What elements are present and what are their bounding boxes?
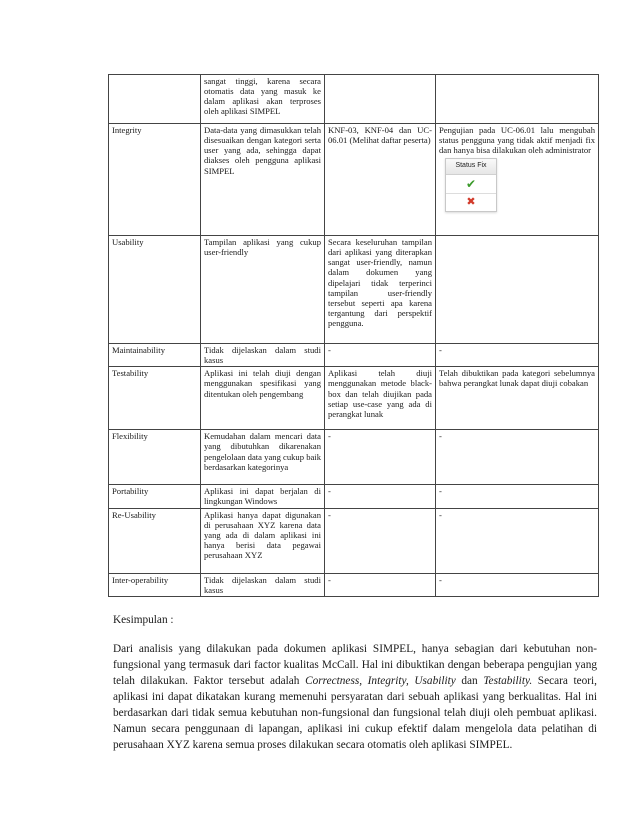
attr-cell: Maintainability: [109, 344, 201, 367]
evidence-cell: -: [436, 485, 599, 508]
conclusion-section: [113, 612, 597, 753]
table-row: [109, 124, 599, 236]
finding-cell: -: [325, 485, 436, 508]
table-row: [109, 75, 599, 124]
conclusion-title: Kesimpulan :: [113, 614, 174, 626]
finding-cell: -: [325, 430, 436, 485]
finding-cell: -: [325, 344, 436, 367]
definition-cell: Data-data yang dimasukkan telah disesuaikan dengan kategori serta user yang ada, sehingga dapat diakses oleh pengguna aplikasi SIMPEL: [201, 124, 325, 236]
conclusion-factor-last: Testability.: [483, 675, 533, 688]
table-row: [109, 485, 599, 508]
conclusion-text: Dari analisis yang dilakukan pada dokumen aplikasi SIMPEL, hanya sebagian dari kebutuhan non-fungsional yang termasuk dari factor kualitas McCall. Hal ini dibuktikan dengan beberapa pengujian yang telah dilakukan. Faktor tersebut adalah: [113, 643, 597, 688]
attr-cell: [109, 75, 201, 124]
table-row: [109, 508, 599, 573]
conclusion-factors: Correctness, Integrity, Usability: [305, 675, 456, 688]
attr-cell: Portability: [109, 485, 201, 508]
table-row: [109, 430, 599, 485]
evidence-cell: -: [436, 508, 599, 573]
status-fix-header: Status Fix: [446, 159, 496, 174]
quality-factor-table: [108, 74, 599, 597]
evidence-cell: [436, 236, 599, 344]
evidence-cell: [436, 75, 599, 124]
finding-cell: [325, 75, 436, 124]
definition-cell: Kemudahan dalam mencari data yang dibutuhkan dikarenakan pengelolaan data yang cukup baik berdasarkan kategorinya: [201, 430, 325, 485]
attr-cell: Inter-operability: [109, 573, 201, 596]
cross-icon: ✖: [446, 194, 496, 211]
finding-cell: -: [325, 573, 436, 596]
conclusion-and: dan: [455, 675, 484, 688]
attr-cell: Testability: [109, 367, 201, 430]
conclusion-paragraph: [113, 641, 597, 753]
definition-cell: Aplikasi ini telah diuji dengan menggunakan spesifikasi yang ditentukan oleh pengembang: [201, 367, 325, 430]
evidence-cell: -: [436, 573, 599, 596]
definition-cell: Aplikasi ini dapat berjalan di lingkungan Windows: [201, 485, 325, 508]
evidence-text: Pengujian pada UC-06.01 lalu mengubah status pengguna yang tidak aktif menjadi fix dan hanya bisa dilakukan oleh administrator: [439, 125, 595, 156]
definition-cell: sangat tinggi, karena secara otomatis data yang masuk ke dalam aplikasi akan terproses oleh aplikasi SIMPEL: [201, 75, 325, 124]
evidence-cell: [436, 124, 599, 236]
table-row: [109, 344, 599, 367]
definition-cell: Tidak dijelaskan dalam studi kasus: [201, 344, 325, 367]
evidence-cell: -: [436, 430, 599, 485]
table-row: [109, 367, 599, 430]
evidence-cell: -: [436, 344, 599, 367]
attr-cell: Integrity: [109, 124, 201, 236]
check-icon: ✔: [446, 175, 496, 194]
definition-cell: Tampilan aplikasi yang cukup user-friendly: [201, 236, 325, 344]
finding-cell: KNF-03, KNF-04 dan UC-06.01 (Melihat daftar peserta): [325, 124, 436, 236]
table-row: [109, 236, 599, 344]
conclusion-text-rest: Secara teori, aplikasi ini dapat dikatakan kurang memenuhi persyaratan dari sebuah aplikasi yang berkualitas. Hal ini berdasarkan dari tidak semua kebutuhan non-fungsional dan fungsional telah diuji oleh pembuat aplikasi. Namun secara penggunaan di lapangan, aplikasi ini cukup efektif dalam mengelola data pelatihan di perusahaan XYZ karena semua proses dilakukan secara otomatis oleh aplikasi SIMPEL.: [113, 675, 598, 752]
finding-cell: Aplikasi telah diuji menggunakan metode black-box dan telah diujikan pada setiap use-case yang ada di perangkat lunak: [325, 367, 436, 430]
attr-cell: Flexibility: [109, 430, 201, 485]
table-row: [109, 573, 599, 596]
finding-cell: Secara keseluruhan tampilan dari aplikasi yang diterapkan sangat user-friendly, namun dalam dokumen yang dipelajari tidak terperinci tampilan user-friendly tersebut seperti apa karena tergantung dari perspektif pengguna.: [325, 236, 436, 344]
definition-cell: Aplikasi hanya dapat digunakan di perusahaan XYZ karena data yang ada di dalam aplikasi ini hanya berisi data pegawai perusahaan XYZ: [201, 508, 325, 573]
definition-cell: Tidak dijelaskan dalam studi kasus: [201, 573, 325, 596]
evidence-cell: Telah dibuktikan pada kategori sebelumnya bahwa perangkat lunak dapat diuji cobakan: [436, 367, 599, 430]
status-fix-screenshot: [445, 158, 497, 211]
attr-cell: Usability: [109, 236, 201, 344]
attr-cell: Re-Usability: [109, 508, 201, 573]
finding-cell: -: [325, 508, 436, 573]
